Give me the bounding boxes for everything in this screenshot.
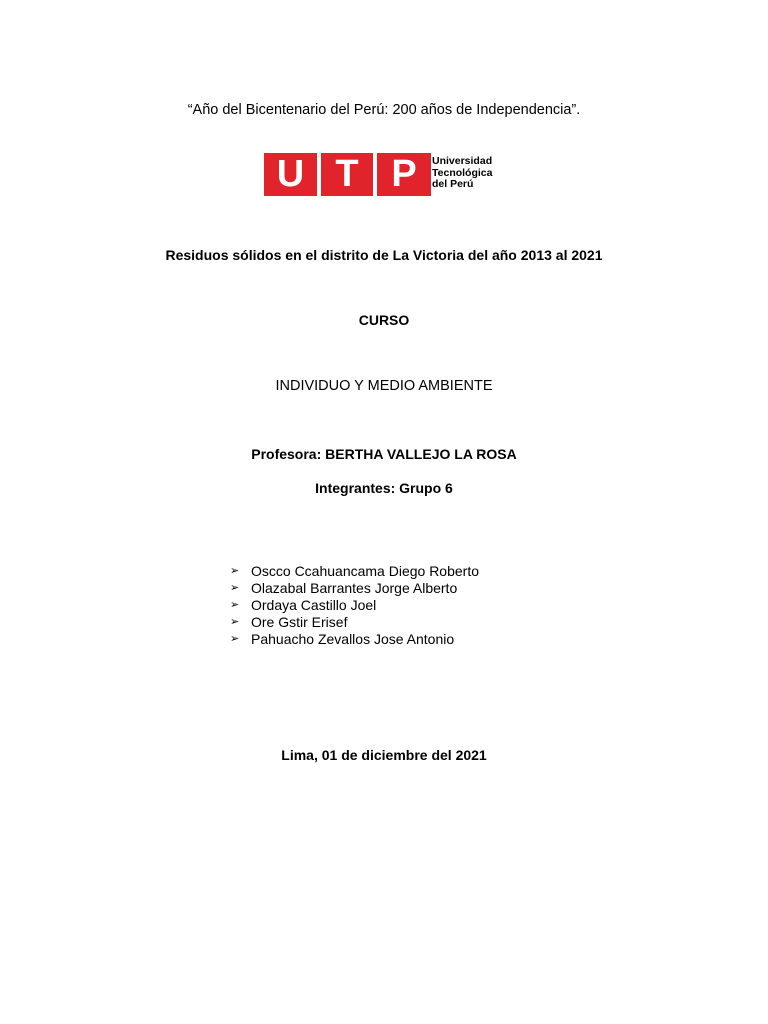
logo-text-line-1: Universidad (432, 155, 493, 167)
members-list (230, 563, 479, 648)
utp-logo (264, 153, 508, 197)
logo-letter-u: U (264, 153, 317, 196)
logo-letter-t: T (321, 153, 373, 196)
arrow-bullet-icon: ➢ (230, 582, 240, 594)
logo-text-line-3: del Perú (432, 178, 474, 190)
bicentennial-motto: “Año del Bicentenario del Perú: 200 años de Independencia”. (187, 102, 581, 118)
teacher-name: Profesora: BERTHA VALLEJO LA ROSA (251, 446, 517, 462)
logo-text-line-2: Tecnológica (432, 166, 493, 179)
arrow-bullet-icon: ➢ (230, 633, 240, 645)
list-item (230, 631, 479, 648)
member-name: Ore Gstir Erisef (251, 614, 348, 630)
arrow-bullet-icon: ➢ (230, 616, 240, 628)
member-name: Oscco Ccahuancama Diego Roberto (251, 563, 480, 579)
arrow-bullet-icon: ➢ (230, 599, 240, 611)
course-heading: CURSO (358, 312, 410, 328)
logo-university-name (432, 156, 492, 191)
course-name: INDIVIDUO Y MEDIO AMBIENTE (275, 378, 493, 394)
member-name: Ordaya Castillo Joel (251, 597, 377, 613)
list-item (230, 563, 479, 580)
document-date: Lima, 01 de diciembre del 2021 (281, 747, 487, 763)
document-title: Residuos sólidos en el distrito de La Victoria del año 2013 al 2021 (165, 247, 603, 263)
arrow-bullet-icon: ➢ (230, 565, 240, 577)
list-item (230, 597, 479, 614)
logo-letter-p: P (377, 153, 431, 196)
members-heading: Integrantes: Grupo 6 (315, 480, 453, 496)
list-item (230, 580, 479, 597)
member-name: Olazabal Barrantes Jorge Alberto (251, 580, 458, 596)
list-item (230, 614, 479, 631)
member-name: Pahuacho Zevallos Jose Antonio (251, 631, 455, 647)
